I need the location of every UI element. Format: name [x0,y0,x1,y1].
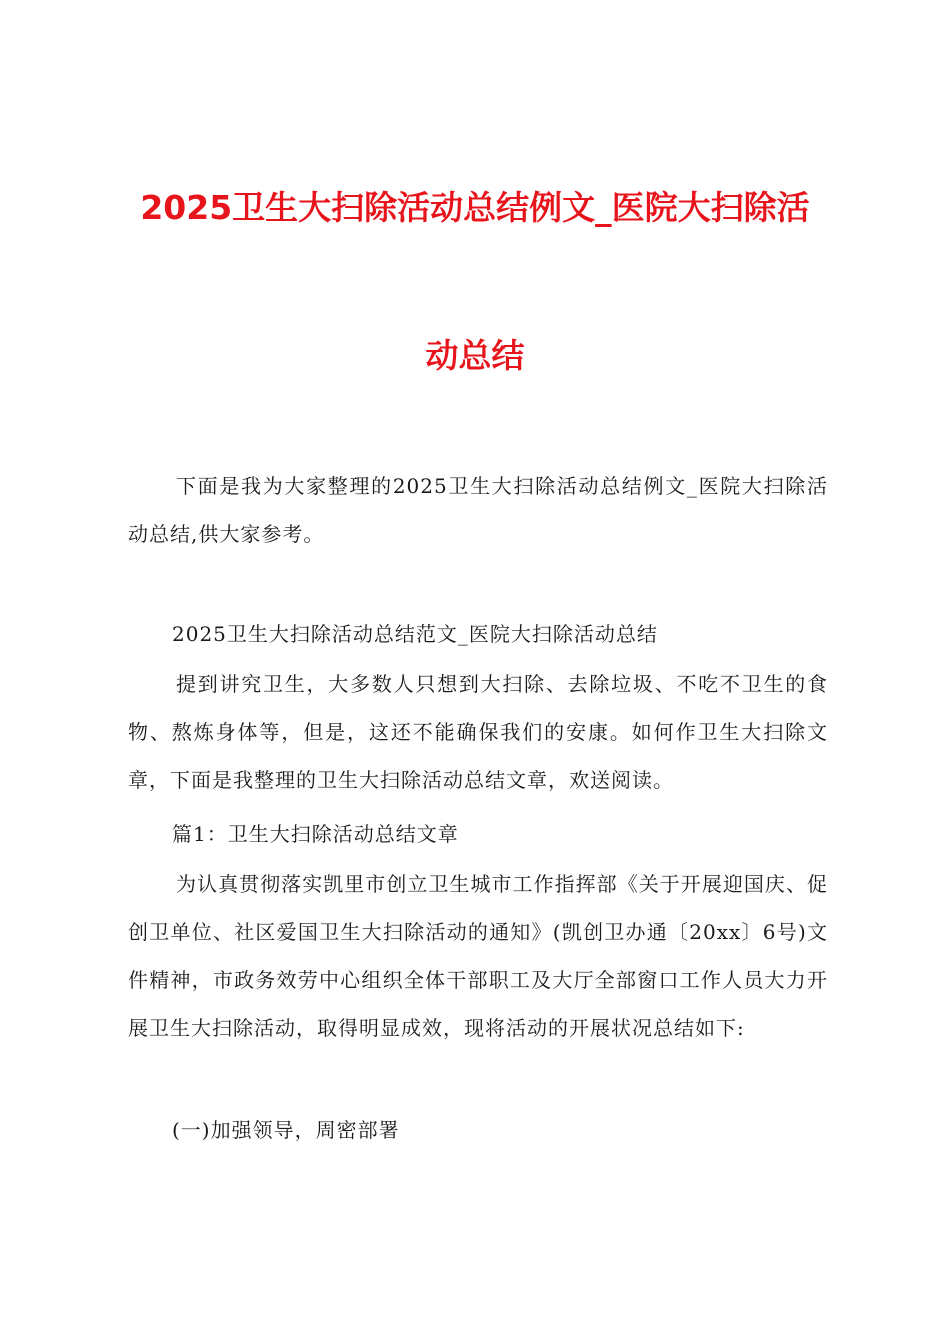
section-heading-1: (一)加强领导，周密部署 [172,1118,400,1142]
body-paragraph-2: 为认真贯彻落实凯里市创立卫生城市工作指挥部《关于开展迎国庆、促创卫单位、社区爱国卫生大扫除活动的通知》(凯创卫办通〔20xx〕6号)文件精神，市政务效劳中心组织全体干部职工及大厅全部窗口工作人员大力开展卫生大扫除活动，取得明显成效，现将活动的开展状况总结如下: [128,872,828,1040]
document-title-line-2: 动总结 [425,336,525,375]
intro-paragraph: 下面是我为大家整理的2025卫生大扫除活动总结例文_医院大扫除活动总结,供大家参考。 [128,474,828,546]
article-heading: 篇1：卫生大扫除活动总结文章 [172,822,459,846]
document-title-line-1: 2025卫生大扫除活动总结例文_医院大扫除活 [140,188,810,227]
subtitle-line: 2025卫生大扫除活动总结范文_医院大扫除活动总结 [172,622,658,646]
body-paragraph-1: 提到讲究卫生，大多数人只想到大扫除、去除垃圾、不吃不卫生的食物、熬炼身体等，但是，这还不能确保我们的安康。如何作卫生大扫除文章，下面是我整理的卫生大扫除活动总结文章，欢送阅读。 [128,672,828,792]
